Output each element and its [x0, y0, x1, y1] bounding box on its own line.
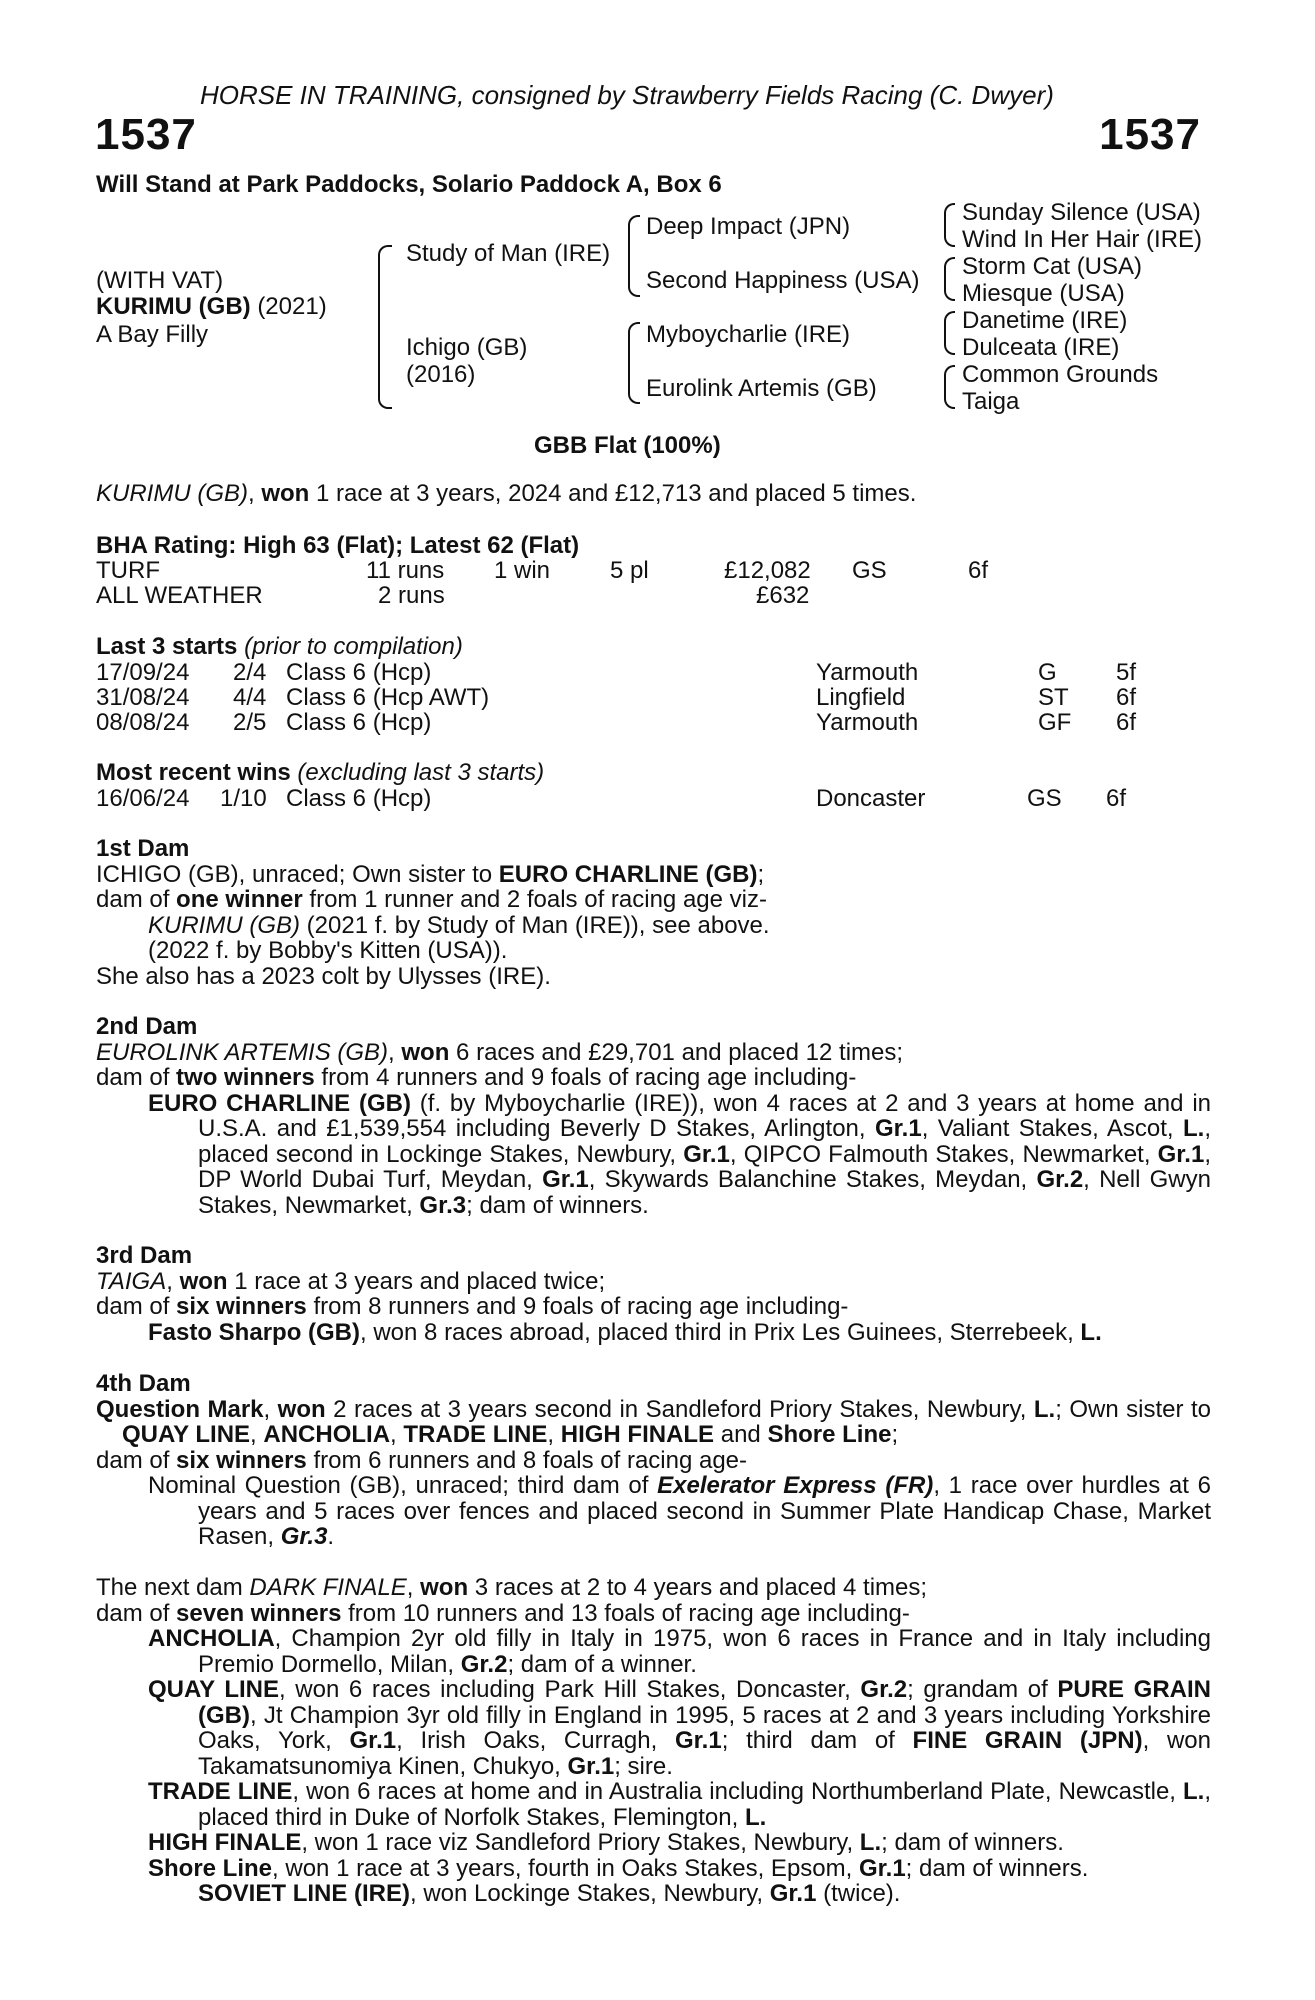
dam-line: She also has a 2023 colt by Ulysses (IRE). — [96, 962, 551, 990]
race-summary: KURIMU (GB), won 1 race at 3 years, 2024 and £12,713 and placed 5 times. — [96, 480, 917, 507]
grade: Gr.1 — [1157, 1140, 1205, 1168]
race-distance: 6f — [1116, 709, 1137, 736]
grade: Gr.1 — [675, 1727, 722, 1754]
last3-heading — [96, 634, 463, 660]
text: ; dam of a winner. — [507, 1650, 697, 1678]
bold-name: EURO CHARLINE (GB) — [498, 860, 758, 888]
race-date: 16/06/24 — [96, 785, 190, 812]
text: , Valiant Stakes, Ascot, — [921, 1115, 1183, 1142]
runs: 11 runs — [366, 557, 445, 584]
dam-line — [96, 1294, 1211, 1320]
grade: L. — [1183, 1115, 1205, 1142]
text: from 10 runners and 13 foals of racing age including- — [341, 1599, 910, 1627]
going: GS — [852, 557, 887, 584]
dam-dam: Eurolink Artemis (GB) — [646, 375, 877, 402]
dam-line — [96, 1575, 1211, 1601]
horse-title — [96, 294, 327, 320]
dam-sire: Myboycharlie (IRE) — [646, 321, 851, 348]
progeny-paragraph — [96, 1091, 1211, 1219]
italic-name: DARK FINALE — [249, 1574, 407, 1601]
horse-description: A Bay Filly — [96, 321, 209, 348]
text: . — [327, 1523, 335, 1550]
bold-name: TRADE LINE — [403, 1421, 548, 1448]
progeny-paragraph — [96, 1473, 1211, 1550]
text: dam of — [96, 1064, 177, 1091]
next-dam-section — [96, 1575, 1211, 1907]
dam-line — [96, 1065, 1211, 1091]
pedigree-brace-4 — [944, 203, 955, 247]
rating-heading: BHA Rating: High 63 (Flat); Latest 62 (Flat) — [96, 532, 580, 559]
grade: Gr.1 — [858, 1854, 906, 1882]
surface: ALL WEATHER — [96, 582, 263, 609]
grade: Gr.1 — [769, 1880, 817, 1907]
section-heading: 2nd Dam — [96, 1013, 198, 1040]
text: , DP World Dubai Turf, Meydan, — [198, 1140, 1211, 1193]
text: , won 1 race viz Sandleford Priory Stakes, Newbury, — [301, 1829, 860, 1856]
grade: Gr.1 — [567, 1752, 615, 1780]
italic-name: EUROLINK ARTEMIS (GB) — [96, 1038, 389, 1066]
race-going: GF — [1038, 709, 1072, 736]
race-class: Class 6 (Hcp) — [286, 659, 432, 686]
ss-dam: Wind In Her Hair (IRE) — [962, 226, 1203, 253]
bold-name: FINE GRAIN (JPN) — [912, 1727, 1143, 1754]
bold-name: QUAY LINE — [148, 1676, 279, 1703]
section-heading: 4th Dam — [96, 1370, 191, 1397]
text: dam of — [96, 886, 177, 913]
grade: L. — [1033, 1395, 1056, 1423]
table-row — [96, 684, 1196, 709]
text: and — [714, 1421, 768, 1448]
text: ; Own sister to — [1055, 1395, 1212, 1423]
progeny-line — [96, 913, 1211, 939]
text: , won 8 races abroad, placed third in Prix Les Guinees, Sterrebeek, — [360, 1318, 1081, 1346]
grade: L. — [1183, 1778, 1205, 1805]
horse-year: (2021) — [257, 293, 327, 320]
horse-name: KURIMU (GB) — [96, 293, 251, 320]
fourth-dam-section — [96, 1371, 1211, 1550]
pedigree-brace-6 — [944, 311, 955, 355]
summary-rest: 1 race at 3 years, 2024 and £12,713 and placed 5 times. — [309, 480, 917, 507]
text: ; third dam of — [721, 1727, 913, 1754]
text: , won 1 race at 3 years, fourth in Oaks Stakes, Epsom, — [272, 1854, 859, 1882]
text: 2 races at 3 years second in Sandleford Priory Stakes, Newbury, — [325, 1395, 1034, 1423]
grade: L. — [1080, 1318, 1102, 1346]
race-going: ST — [1038, 684, 1069, 711]
sire: Study of Man (IRE) — [406, 240, 611, 267]
recent-title: Most recent wins — [96, 759, 291, 786]
gbb-flat: GBB Flat (100%) — [534, 432, 721, 459]
grade: Gr.1 — [874, 1115, 922, 1142]
progeny-line — [96, 1856, 1211, 1882]
text: , — [406, 1574, 421, 1601]
text: , 1 race over hurdles at 6 years and 5 races over fences and placed second in Summer Plate Handicap Chase, Market Rasen, — [198, 1472, 1211, 1550]
bold-word: six winners — [176, 1446, 307, 1474]
race-class: Class 6 (Hcp) — [286, 785, 432, 812]
race-position: 1/10 — [220, 785, 267, 812]
table-row — [96, 659, 1196, 684]
vat-note: (WITH VAT) — [96, 267, 224, 294]
text: , — [547, 1421, 561, 1448]
bold-word: won — [179, 1267, 228, 1295]
grade: Gr.1 — [542, 1166, 589, 1193]
text: (twice). — [816, 1880, 901, 1907]
sire-dam: Second Happiness (USA) — [646, 267, 920, 294]
text: , — [250, 1421, 264, 1448]
bold-name: QUAY LINE — [122, 1421, 251, 1448]
text: ; grandam of — [907, 1676, 1058, 1703]
progeny-paragraph — [96, 1779, 1211, 1830]
bold-word: won — [277, 1395, 326, 1423]
runs: 2 runs — [378, 582, 445, 609]
dam-line — [96, 1601, 1211, 1627]
text: from 1 runner and 2 foals of racing age viz- — [302, 886, 767, 913]
dd-dam: Taiga — [962, 388, 1020, 415]
bold-name: HIGH FINALE — [560, 1421, 715, 1448]
pedigree-brace-1 — [378, 245, 392, 409]
text: , — [263, 1395, 278, 1423]
distance: 6f — [968, 557, 989, 584]
race-going: G — [1038, 659, 1057, 686]
progeny-paragraph — [96, 1677, 1211, 1779]
race-course: Yarmouth — [816, 659, 919, 686]
progeny-paragraph — [96, 1626, 1211, 1677]
race-going: GS — [1027, 785, 1062, 812]
dd-sire: Common Grounds — [962, 361, 1159, 388]
race-position: 4/4 — [233, 684, 267, 711]
consignor-line: HORSE IN TRAINING, consigned by Strawberry Fields Racing (C. Dwyer) — [200, 80, 1054, 110]
text: , placed third in Duke of Norfolk Stakes, Flemington, — [198, 1778, 1212, 1831]
bold-name: Shore Line — [148, 1854, 273, 1882]
pedigree-brace-5 — [944, 257, 955, 301]
text: ; dam of winners. — [466, 1191, 649, 1219]
text: from 6 runners and 8 foals of racing age- — [306, 1446, 748, 1474]
wins: 1 win — [494, 557, 551, 584]
prize: £12,082 — [724, 557, 811, 584]
third-dam-section — [96, 1243, 1211, 1345]
grade: Gr.1 — [349, 1727, 397, 1754]
table-row — [96, 785, 1196, 810]
race-distance: 6f — [1106, 785, 1127, 812]
text: , — [166, 1267, 180, 1295]
pedigree-brace-7 — [944, 365, 955, 409]
bold-name: TRADE LINE — [148, 1778, 293, 1805]
text: , Champion 2yr old filly in Italy in 1975, won 6 races in France and in Italy including Premio Dormello, Milan, — [198, 1625, 1211, 1678]
progeny-line — [96, 1320, 1211, 1346]
text: (2021 f. by Study of Man (IRE)), see above. — [300, 911, 770, 939]
text: ; dam of winners. — [881, 1829, 1064, 1856]
bold-italic-name: Exelerator Express (FR) — [657, 1472, 934, 1499]
text: (f. by Myboycharlie (IRE)), won 4 races at 2 and 3 years at home and in U.S.A. and £1,539,554 including Beverly D Stakes, Arlington, — [198, 1089, 1211, 1142]
race-course: Lingfield — [816, 684, 906, 711]
ds-sire: Danetime (IRE) — [962, 307, 1128, 334]
dam-line — [96, 887, 1211, 913]
text: , won Takamatsunomiya Kinen, Chukyo, — [198, 1727, 1211, 1780]
text: , Jt Champion 3yr old filly in England in 1995, 5 races at 2 and 3 years including Yorkshire Oaks, York, — [198, 1701, 1211, 1754]
grade: L. — [859, 1829, 882, 1856]
dam-paragraph — [96, 1397, 1211, 1448]
race-position: 2/4 — [233, 659, 267, 686]
text: , QIPCO Falmouth Stakes, Newmarket, — [729, 1140, 1158, 1168]
text: ICHIGO (GB), unraced; Own sister to — [96, 860, 499, 888]
text: , Irish Oaks, Curragh, — [396, 1727, 675, 1754]
race-course: Doncaster — [816, 785, 926, 812]
bold-name: EURO CHARLINE (GB) — [148, 1089, 411, 1117]
text: , won 6 races including Park Hill Stakes, Doncaster, — [278, 1676, 861, 1703]
race-distance: 5f — [1116, 659, 1137, 686]
grade: L. — [744, 1803, 767, 1831]
text: 6 races and £29,701 and placed 12 times; — [449, 1038, 904, 1066]
text: from 4 runners and 9 foals of racing age including- — [314, 1064, 857, 1091]
summary-won: won — [261, 480, 310, 507]
bold-word: won — [420, 1574, 469, 1601]
text: , Nell Gwyn Stakes, Newmarket, — [198, 1166, 1211, 1219]
summary-horse: KURIMU (GB) — [96, 480, 248, 507]
text: 3 races at 2 to 4 years and placed 4 times; — [468, 1574, 928, 1601]
text: , placed second in Lockinge Stakes, Newbury, — [198, 1115, 1211, 1168]
race-class: Class 6 (Hcp AWT) — [286, 684, 490, 711]
text: , — [390, 1421, 404, 1448]
race-date: 31/08/24 — [96, 684, 190, 711]
dam-name: Ichigo (GB) — [406, 334, 528, 361]
recent-heading — [96, 760, 544, 786]
race-distance: 6f — [1116, 684, 1137, 711]
grade: Gr.3 — [280, 1523, 328, 1550]
race-position: 2/5 — [233, 709, 267, 736]
placed: 5 pl — [610, 557, 649, 584]
progeny-line: (2022 f. by Bobby's Kitten (USA)). — [148, 937, 508, 964]
bold-name: PURE GRAIN (GB) — [198, 1676, 1211, 1729]
text: dam of — [96, 1599, 177, 1627]
dam-line — [96, 1040, 1211, 1066]
prize: £632 — [756, 582, 810, 609]
pedigree-brace-2 — [628, 215, 640, 297]
grade: Gr.2 — [1036, 1166, 1084, 1193]
ds-dam: Dulceata (IRE) — [962, 334, 1120, 361]
bold-word: two winners — [176, 1064, 315, 1091]
text: , won 6 races at home and in Australia including Northumberland Plate, Newcastle, — [292, 1778, 1184, 1805]
grade: Gr.3 — [419, 1191, 467, 1219]
bold-name: Shore Line — [767, 1421, 892, 1448]
bold-name: one winner — [176, 886, 303, 913]
ss-sire: Sunday Silence (USA) — [962, 199, 1201, 226]
italic-name: KURIMU (GB) — [148, 911, 300, 939]
progeny-line — [96, 1881, 1211, 1907]
text: from 8 runners and 9 foals of racing age including- — [306, 1293, 849, 1320]
text: 1 race at 3 years and placed twice; — [227, 1267, 606, 1295]
text: , — [388, 1038, 402, 1066]
sd-dam: Miesque (USA) — [962, 280, 1125, 307]
text: , won Lockinge Stakes, Newbury, — [410, 1880, 770, 1907]
recent-note: (excluding last 3 starts) — [290, 759, 545, 786]
text: ; sire. — [614, 1752, 673, 1780]
bold-name: Question Mark — [96, 1395, 264, 1423]
surface: TURF — [96, 557, 160, 584]
text: dam of — [96, 1293, 177, 1320]
text: dam of — [96, 1446, 177, 1474]
bold-name: Fasto Sharpo (GB) — [148, 1318, 361, 1346]
last3-title: Last 3 starts — [96, 633, 238, 660]
stand-location: Will Stand at Park Paddocks, Solario Paddock A, Box 6 — [96, 171, 722, 198]
text: Nominal Question (GB), unraced; third dam of — [148, 1472, 658, 1499]
bold-name: ANCHOLIA — [263, 1421, 391, 1448]
dam-line — [96, 1269, 1211, 1295]
italic-name: TAIGA — [96, 1267, 167, 1295]
bold-name: ANCHOLIA — [148, 1625, 275, 1652]
text: , Skywards Balanchine Stakes, Meydan, — [588, 1166, 1037, 1193]
bold-name: SOVIET LINE (IRE) — [198, 1880, 411, 1907]
dam-line — [96, 1448, 1211, 1474]
rating-row — [96, 582, 1196, 607]
race-date: 17/09/24 — [96, 659, 190, 686]
race-course: Yarmouth — [816, 709, 919, 736]
text: The next dam — [96, 1574, 250, 1601]
text: ; — [891, 1421, 899, 1448]
sire-sire: Deep Impact (JPN) — [646, 213, 851, 240]
section-heading: 1st Dam — [96, 835, 190, 862]
grade: Gr.2 — [460, 1650, 508, 1678]
last3-note: (prior to compilation) — [237, 633, 463, 660]
progeny-line — [96, 1830, 1211, 1856]
lot-number-right: 1537 — [1099, 110, 1201, 159]
lot-number-left: 1537 — [95, 110, 197, 159]
text: ; — [757, 860, 765, 888]
bold-word: six winners — [176, 1293, 307, 1320]
bold-name: HIGH FINALE — [148, 1829, 302, 1856]
dam-line — [96, 862, 1211, 888]
grade: Gr.1 — [683, 1140, 730, 1168]
bold-word: seven winners — [176, 1599, 342, 1627]
dam-year: (2016) — [406, 361, 476, 388]
grade: Gr.2 — [860, 1676, 908, 1703]
table-row — [96, 709, 1196, 734]
rating-row — [96, 557, 1196, 582]
race-class: Class 6 (Hcp) — [286, 709, 432, 736]
sd-sire: Storm Cat (USA) — [962, 253, 1143, 280]
second-dam-section — [96, 1014, 1211, 1218]
section-heading: 3rd Dam — [96, 1242, 193, 1269]
pedigree-brace-3 — [628, 322, 640, 404]
text: ; dam of winners. — [905, 1854, 1089, 1882]
bold-word: won — [401, 1038, 450, 1066]
race-date: 08/08/24 — [96, 709, 190, 736]
first-dam-section — [96, 836, 1211, 989]
